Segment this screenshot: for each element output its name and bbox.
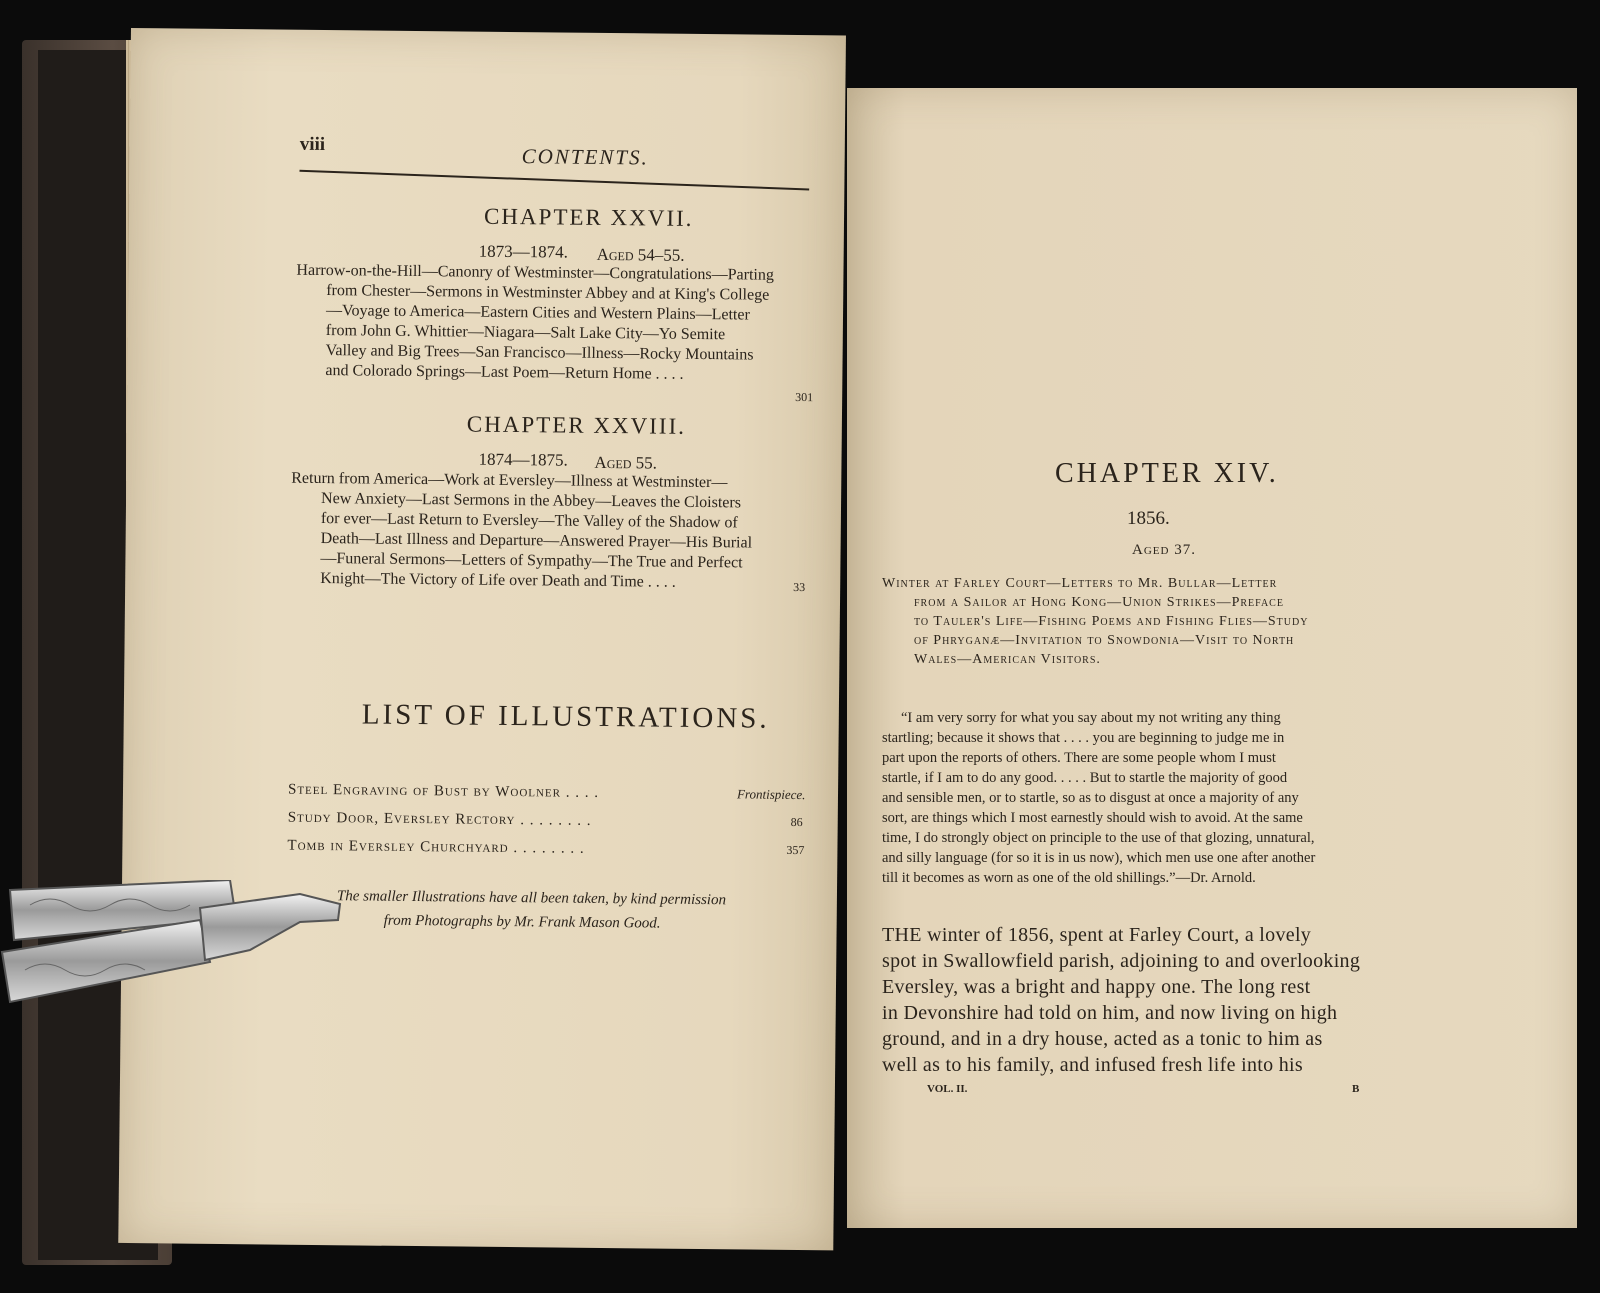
- toc-line: —Voyage to America—Eastern Cities and Western Plains—Letter: [325, 302, 750, 324]
- quote-line: startling; because it shows that . . . . you are beginning to judge me in: [882, 730, 1285, 746]
- running-head: CONTENTS.: [521, 144, 649, 170]
- chapter-aged: Aged 37.: [1132, 542, 1196, 558]
- quote-line: and sensible men, or to startle, so as to disgust at once a majority of any: [882, 790, 1299, 806]
- synopsis-line: of Phryganæ—Invitation to Snowdonia—Visit to North: [914, 633, 1295, 648]
- illustration-page: 86: [790, 814, 803, 830]
- body-line: well as to his family, and infused fresh life into his: [882, 1054, 1303, 1076]
- chapter-heading: CHAPTER XIV.: [1055, 458, 1279, 489]
- synopsis-line: Winter at Farley Court—Letters to Mr. Bullar—Letter: [882, 576, 1278, 591]
- chapter-xxviii-years: 1874—1875.: [478, 449, 568, 470]
- toc-line: Harrow-on-the-Hill—Canonry of Westminster—Congratulations—Parting: [296, 261, 774, 284]
- illustrations-note: from Photographs by Mr. Frank Mason Good.: [383, 912, 661, 932]
- footer-signature: B: [1352, 1083, 1360, 1095]
- body-line: ground, and in a dry house, acted as a tonic to him as: [882, 1028, 1323, 1050]
- toc-line: from John G. Whittier—Niagara—Salt Lake City—Yo Semite: [325, 322, 726, 344]
- toc-line: Death—Last Illness and Departure—Answered Prayer—His Burial: [320, 530, 753, 552]
- quote-line: and silly language (for so it is in us now), which men use one after another: [882, 850, 1316, 866]
- chapter-xxviii-aged: Aged 55.: [594, 452, 658, 473]
- chapter-xxvii-years: 1873—1874.: [478, 241, 569, 262]
- illustrations-title: LIST OF ILLUSTRATIONS.: [361, 698, 770, 735]
- folio-number: viii: [299, 133, 326, 156]
- chapter-year: 1856.: [1127, 508, 1170, 529]
- quote-line: startle, if I am to do any good. . . . . But to startle the majority of good: [882, 770, 1288, 786]
- right-page: [847, 88, 1577, 1228]
- quote-line: till it becomes as worn as one of the old shillings.”—Dr. Arnold.: [882, 870, 1256, 886]
- synopsis-line: from a Sailor at Hong Kong—Union Strikes—Preface: [914, 595, 1284, 610]
- toc-line: from Chester—Sermons in Westminster Abbey and at King's College: [326, 282, 770, 304]
- synopsis-line: Wales—American Visitors.: [914, 652, 1101, 667]
- head-rule: [299, 170, 809, 191]
- toc-line: New Anxiety—Last Sermons in the Abbey—Leaves the Cloisters: [320, 490, 742, 512]
- illustration-page: 357: [786, 842, 805, 858]
- illustration-entry: Steel Engraving of Bust by Woolner . . . .: [287, 781, 600, 801]
- body-line: spot in Swallowfield parish, adjoining to and overlooking: [882, 950, 1361, 972]
- synopsis-line: to Tauler's Life—Fishing Poems and Fishing Flies—Study: [914, 614, 1309, 629]
- chapter-xxviii-heading: CHAPTER XXVIII.: [466, 411, 687, 439]
- toc-line: —Funeral Sermons—Letters of Sympathy—The True and Perfect: [320, 550, 743, 572]
- toc-line: Valley and Big Trees—San Francisco—Illness—Rocky Mountains: [325, 342, 754, 364]
- quote-line: “I am very sorry for what you say about my not writing any thing: [901, 710, 1281, 726]
- toc-line: Return from America—Work at Eversley—Illness at Westminster—: [291, 469, 728, 492]
- chapter-xxvii-page: 301: [795, 389, 814, 405]
- toc-line: and Colorado Springs—Last Poem—Return Home . . . .: [325, 362, 684, 383]
- chapter-xxvii-heading: CHAPTER XXVII.: [483, 203, 694, 231]
- illustrations-note: The smaller Illustrations have all been taken, by kind permission: [336, 888, 727, 909]
- quote-line: time, I do strongly object on principle to the use of that glozing, unnatural,: [882, 830, 1315, 846]
- silver-page-holder: [0, 880, 360, 1020]
- chapter-xxvii-aged: Aged 54–55.: [596, 244, 685, 265]
- left-page: [118, 28, 846, 1250]
- quote-line: sort, are things which I most earnestly should wish to avoid. At the same: [882, 810, 1303, 826]
- body-line: in Devonshire had told on him, and now living on high: [882, 1002, 1338, 1024]
- illustration-page: Frontispiece.: [736, 786, 806, 803]
- body-line: THE winter of 1856, spent at Farley Court, a lovely: [882, 924, 1312, 946]
- illustration-entry: Study Door, Eversley Rectory . . . . . . . .: [287, 809, 592, 829]
- body-line: Eversley, was a bright and happy one. The long rest: [882, 976, 1311, 998]
- illustration-entry: Tomb in Eversley Churchyard . . . . . . . .: [287, 837, 585, 857]
- quote-line: part upon the reports of others. There are some people whom I must: [882, 750, 1276, 766]
- toc-line: Knight—The Victory of Life over Death and Time . . . .: [320, 570, 676, 591]
- footer-volume: VOL. II.: [927, 1083, 968, 1095]
- toc-line: for ever—Last Return to Eversley—The Valley of the Shadow of: [320, 510, 738, 532]
- chapter-xxviii-page: 33: [793, 579, 806, 595]
